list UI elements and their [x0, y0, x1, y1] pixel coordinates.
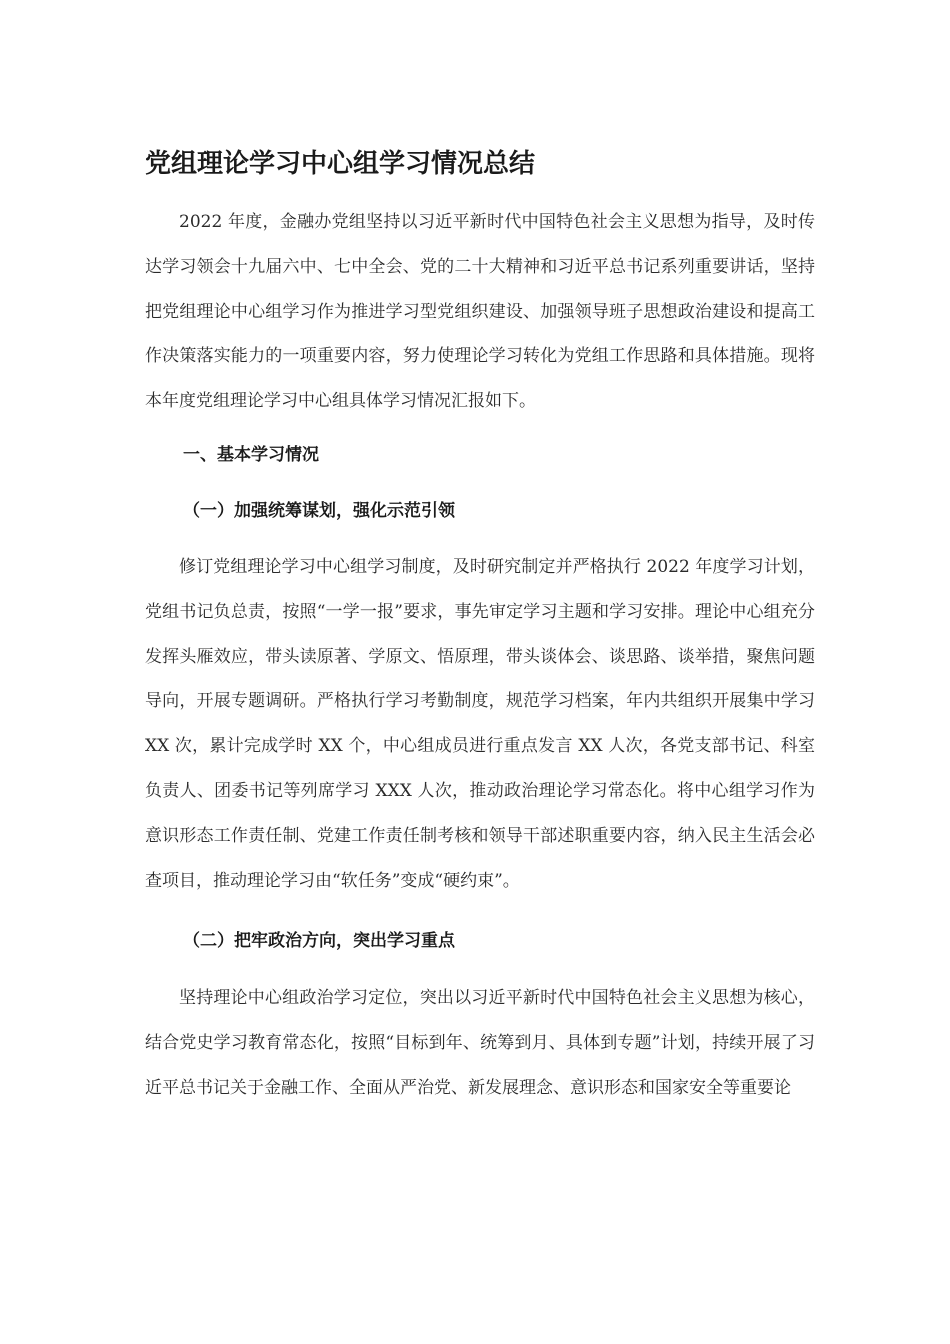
subsection-paragraph-planning: 修订党组理论学习中心组学习制度，及时研究制定并严格执行 2022 年度学习计划，党组书记负总责，按照“一学一报”要求，事先审定学习主题和学习安排。理论中心组充分发挥头雁效应，带头读原著、学原文、悟原理，带头谈体会、谈思路、谈举措，聚焦问题导向，开展专题调研。严格执行学习考勤制度，规范学习档案，年内共组织开展集中学习 XX 次，累计完成学时 XX 个，中心组成员进行重点发言 XX 人次，各党支部书记、科室负责人、团委书记等列席学习 XXX 人次，推动政治理论学习常态化。将中心组学习作为意识形态工作责任制、党建工作责任制考核和领导干部述职重要内容，纳入民主生活会必查项目，推动理论学习由“软任务”变成“硬约束”。	[145, 557, 815, 891]
subsection-heading-planning: （一）加强统筹谋划，强化示范引领	[183, 501, 455, 521]
document-title: 党组理论学习中心组学习情况总结	[145, 149, 536, 179]
subsection-paragraph-political-direction: 坚持理论中心组政治学习定位，突出以习近平新时代中国特色社会主义思想为核心，结合党史学习教育常态化，按照“目标到年、统筹到月、具体到专题”计划，持续开展了习近平总书记关于金融工作、全面从严治党、新发展理念、意识形态和国家安全等重要论	[145, 988, 815, 1098]
section-heading-basic-study: 一、基本学习情况	[183, 445, 319, 465]
intro-paragraph: 2022 年度，金融办党组坚持以习近平新时代中国特色社会主义思想为指导，及时传达学习领会十九届六中、七中全会、党的二十大精神和习近平总书记系列重要讲话，坚持把党组理论中心组学习作为推进学习型党组织建设、加强领导班子思想政治建设和提高工作决策落实能力的一项重要内容，努力使理论学习转化为党组工作思路和具体措施。现将本年度党组理论学习中心组具体学习情况汇报如下。	[145, 212, 815, 412]
subsection-heading-political-direction: （二）把牢政治方向，突出学习重点	[183, 931, 455, 951]
